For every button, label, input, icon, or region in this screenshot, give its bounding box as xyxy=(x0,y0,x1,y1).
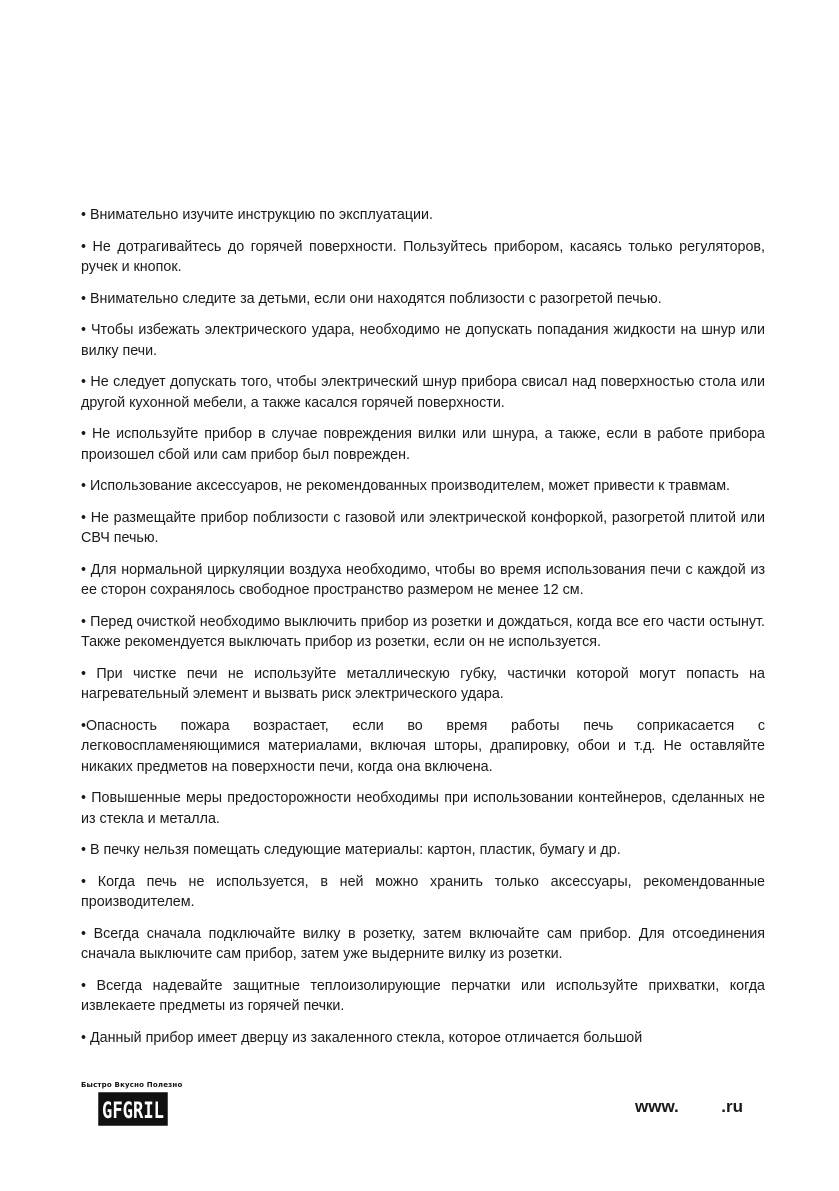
safety-item: • Не размещайте прибор поблизости с газовой или электрической конфоркой, разогретой плитой или СВЧ печью. xyxy=(81,509,765,546)
website-url: www. .ru xyxy=(635,1097,743,1116)
safety-item: • Перед очисткой необходимо выключить прибор из розетки и дождаться, когда все его части остынут. Также рекомендуется выключать прибор из розетки, если он не используется. xyxy=(81,613,765,650)
safety-item: • Когда печь не используется, в ней можно хранить только аксессуары, рекомендованные производителем. xyxy=(81,873,765,910)
safety-item: • Не используйте прибор в случае повреждения вилки или шнура, а также, если в работе прибора произошел сбой или сам прибор был поврежден. xyxy=(81,426,765,463)
safety-item: • Данный прибор имеет дверцу из закаленного стекла, которое отличается большой xyxy=(81,1029,643,1046)
safety-item: • В печку нельзя помещать следующие материалы: картон, пластик, бумагу и др. xyxy=(81,842,621,858)
safety-item: • Не дотрагивайтесь до горячей поверхности. Пользуйтесь прибором, касаясь только регуляторов, ручек и кнопок. xyxy=(81,238,765,275)
safety-item: • Для нормальной циркуляции воздуха необходимо, чтобы во время использования печи с каждой из ее сторон сохранялось свободное пространство размером не менее 12 см. xyxy=(81,561,765,598)
safety-item: • Внимательно следите за детьми, если они находятся поблизости с разогретой печью. xyxy=(81,290,662,307)
safety-item: • Внимательно изучите инструкцию по эксплуатации. xyxy=(81,207,433,223)
logo-text: GFGRIL xyxy=(102,1099,164,1124)
brand-tagline: Быстро Вкусно Полезно xyxy=(81,1081,183,1089)
safety-item: • Чтобы избежать электрического удара, необходимо не допускать попадания жидкости на шнур или вилку печи. xyxy=(81,322,765,359)
safety-item: • Не следует допускать того, чтобы электрический шнур прибора свисал над поверхностью стола или другой кухонной мебели, а также касался горячей поверхности. xyxy=(81,374,765,411)
gfgril-logo xyxy=(80,1092,168,1126)
safety-instructions-list xyxy=(81,205,765,1059)
brand-block xyxy=(80,1081,182,1131)
safety-item: • Всегда сначала подключайте вилку в розетку, затем включайте сам прибор. Для отсоединения сначала выключите сам прибор, затем уже выдерните вилку из розетки. xyxy=(81,925,765,962)
safety-item: • При чистке печи не используйте металлическую губку, частички которой могут попасть на нагревательный элемент и вызвать риск электрического удара. xyxy=(81,665,765,702)
safety-item: • Повышенные меры предосторожности необходимы при использовании контейнеров, сделанных не из стекла и металла. xyxy=(81,790,765,827)
safety-item: • Использование аксессуаров, не рекомендованных производителем, может привести к травмам. xyxy=(81,478,730,494)
safety-item: • Всегда надевайте защитные теплоизолирующие перчатки или используйте прихватки, когда извлекаете предметы из горячей печки. xyxy=(81,977,765,1014)
safety-item: •Опасность пожара возрастает, если во время работы печь соприкасается с легковоспламеняющимися материалами, включая шторы, драпировку, обои и т.д. Не оставляйте никаких предметов на поверхности печи, когда она включена. xyxy=(81,717,765,775)
